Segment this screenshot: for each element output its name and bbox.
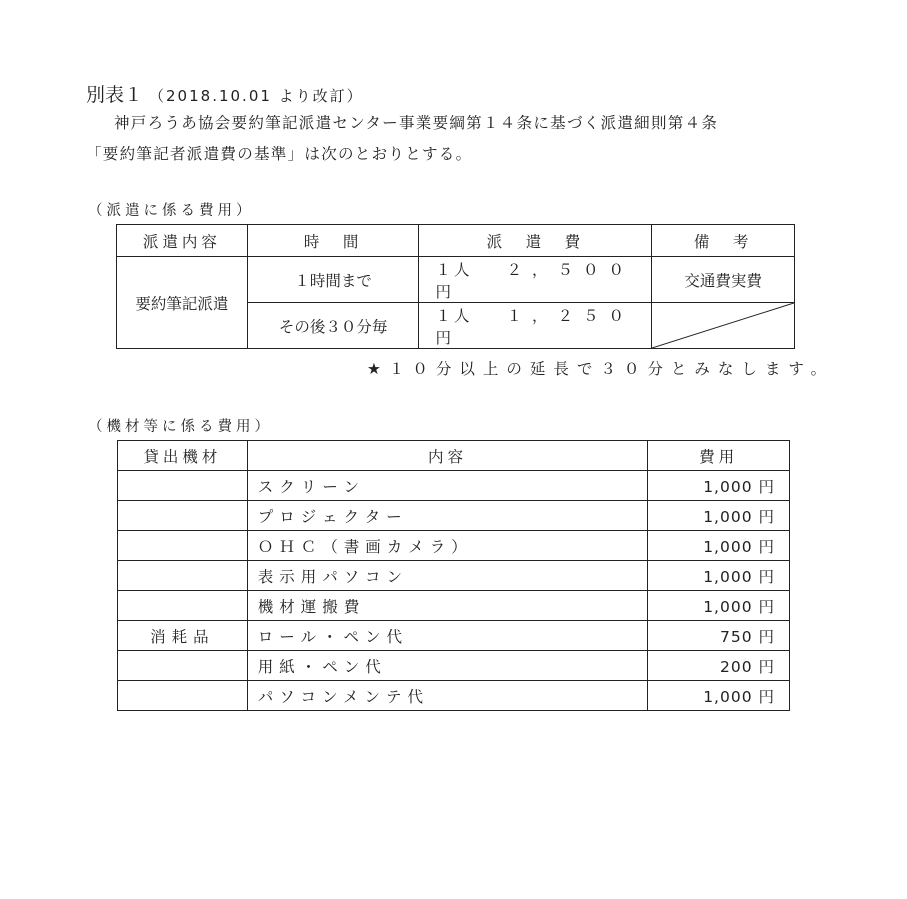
dispatch-section-title: （派遣に係る費用） [88, 203, 255, 219]
item-cell: 用紙・ペン代 [247, 651, 647, 681]
header-cost: 費用 [648, 441, 790, 471]
category-cell [118, 681, 248, 711]
remark-cell: 交通費実費 [652, 257, 795, 303]
table-row [118, 681, 790, 711]
table-row [118, 471, 790, 501]
equipment-section-title: （機材等に係る費用） [88, 419, 273, 435]
fee-amount: １，２５０円 [435, 306, 635, 347]
category-cell [118, 501, 248, 531]
diagonal-strike-line [652, 303, 794, 348]
header-content: 内容 [247, 441, 647, 471]
table-row [118, 651, 790, 681]
price-cell: 1,000 円 [648, 591, 790, 621]
item-cell: 表示用パソコン [247, 561, 647, 591]
price-cell: 1,000 円 [648, 501, 790, 531]
dispatch-fee-table [116, 224, 795, 349]
category-cell [118, 471, 248, 501]
header-time: 時 間 [247, 225, 419, 257]
time-cell: １時間まで [247, 257, 419, 303]
header-remarks: 備 考 [652, 225, 795, 257]
table-row [118, 621, 790, 651]
table-row [118, 501, 790, 531]
table-row [118, 531, 790, 561]
price-cell: 1,000 円 [648, 471, 790, 501]
table-header-row [118, 441, 790, 471]
fee-persons: １人 [435, 260, 473, 279]
price-cell: 1,000 円 [648, 561, 790, 591]
item-cell: ＯＨＣ（書画カメラ） [247, 531, 647, 561]
intro-text-line-1: 神戸ろうあ協会要約筆記派遣センター事業要綱第１４条に基づく派遣細則第４条 [114, 114, 719, 132]
table-header-row [117, 225, 795, 257]
item-cell: ロール・ペン代 [247, 621, 647, 651]
category-cell [118, 561, 248, 591]
price-cell: 1,000 円 [648, 531, 790, 561]
intro-text-line-2: 「要約筆記者派遣費の基準」は次のとおりとする。 [86, 145, 473, 163]
equipment-fee-table [117, 440, 790, 711]
remark-cell-empty [652, 303, 795, 349]
revision-date: （2018.10.01 より改訂） [149, 87, 364, 105]
extension-note: ★１０分以上の延長で３０分とみなします。 [367, 360, 835, 378]
header-dispatch-fee: 派 遣 費 [419, 225, 652, 257]
item-cell: スクリーン [247, 471, 647, 501]
table-row [117, 257, 795, 303]
category-cell [118, 651, 248, 681]
time-cell: その後３０分毎 [247, 303, 419, 349]
category-cell [118, 591, 248, 621]
fee-persons: １人 [435, 306, 473, 325]
fee-cell [419, 303, 652, 349]
header-equipment: 貸出機材 [118, 441, 248, 471]
item-cell: 機材運搬費 [247, 591, 647, 621]
category-cell [118, 531, 248, 561]
table-row [118, 591, 790, 621]
category-cell: 消耗品 [118, 621, 248, 651]
table-row [118, 561, 790, 591]
document-title [86, 80, 364, 107]
dispatch-category: 要約筆記派遣 [117, 257, 248, 349]
item-cell: プロジェクター [247, 501, 647, 531]
item-cell: パソコンメンテ代 [247, 681, 647, 711]
fee-amount: ２，５００円 [435, 260, 635, 301]
price-cell: 200 円 [648, 651, 790, 681]
fee-cell [419, 257, 652, 303]
header-dispatch-content: 派遣内容 [117, 225, 248, 257]
title-label: 別表１ [86, 84, 144, 106]
price-cell: 750 円 [648, 621, 790, 651]
price-cell: 1,000 円 [648, 681, 790, 711]
